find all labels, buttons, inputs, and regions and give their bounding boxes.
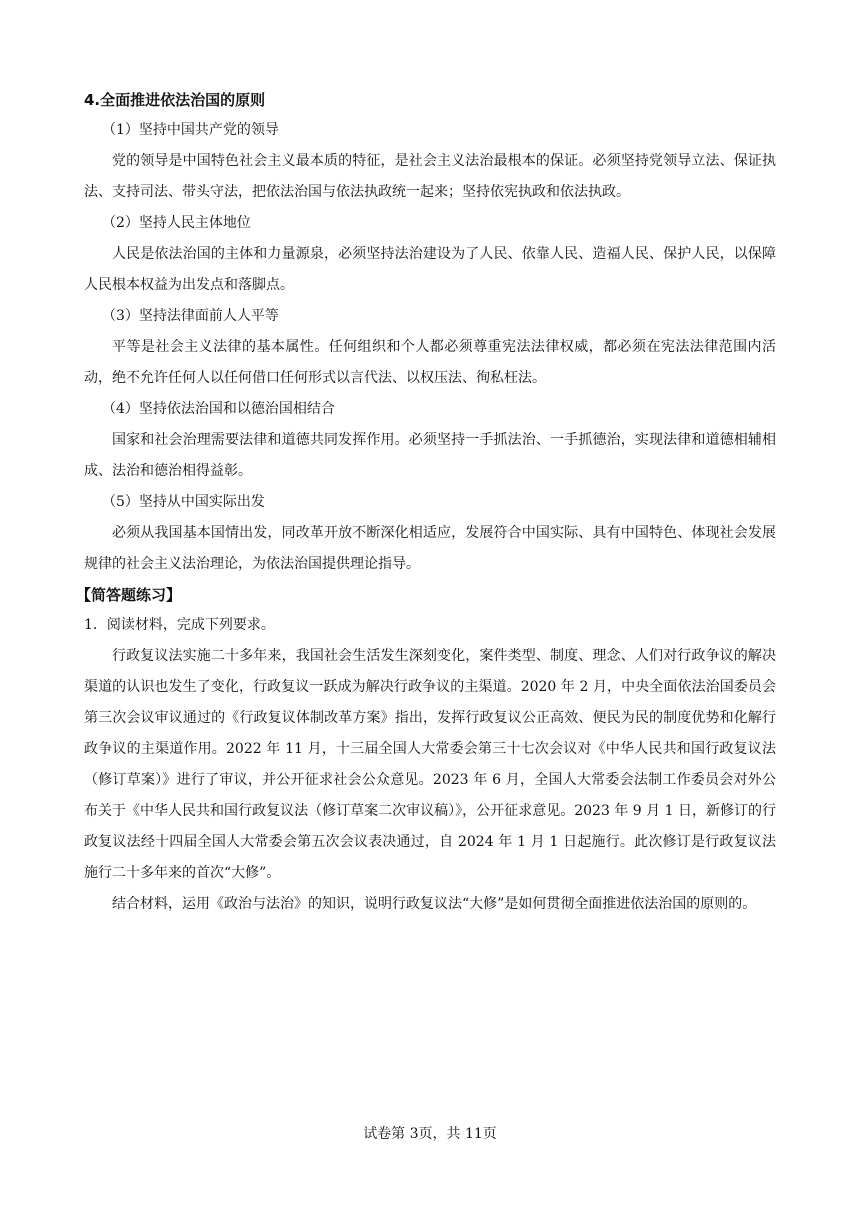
principle-1-text: 党的领导是中国特色社会主义最本质的特征，是社会主义法治最根本的保证。必须坚持党领导立法、保证执法、支持司法、带头守法，把依法治国与依法执政统一起来；坚持依宪执政和依法执政。 [84, 153, 776, 200]
question-intro: 1．阅读材料，完成下列要求。 [84, 617, 275, 633]
principle-3-text: 平等是社会主义法律的基本属性。任何组织和个人都必须尊重宪法法律权威，都必须在宪法法律范围内活动，绝不允许任何人以任何借口任何形式以言代法、以权压法、徇私枉法。 [84, 339, 776, 386]
section-title: 4.全面推进依法治国的原则 [84, 91, 266, 109]
question-task: 结合材料，运用《政治与法治》的知识，说明行政复议法“大修”是如何贯彻全面推进依法治国的原则的。 [112, 896, 757, 912]
principle-5-label: （5）坚持从中国实际出发 [102, 494, 265, 510]
principle-2-label: （2）坚持人民主体地位 [102, 215, 251, 231]
principle-5-text: 必须从我国基本国情出发，同改革开放不断深化相适应，发展符合中国实际、具有中国特色、体现社会发展规律的社会主义法治理论，为依法治国提供理论指导。 [84, 525, 776, 572]
page-content [76, 86, 776, 920]
page-footer: 试卷第 3页，共 11页 [363, 1126, 497, 1142]
principle-3-label: （3）坚持法律面前人人平等 [102, 308, 279, 324]
principle-2-text: 人民是依法治国的主体和力量源泉，必须坚持法治建设为了人民、依靠人民、造福人民、保护人民，以保障人民根本权益为出发点和落脚点。 [84, 246, 776, 293]
principle-4-text: 国家和社会治理需要法律和道德共同发挥作用。必须坚持一手抓法治、一手抓德治，实现法律和道德相辅相成、法治和德治相得益彰。 [84, 432, 776, 479]
principle-4-label: （4）坚持依法治国和以德治国相结合 [102, 401, 335, 417]
principle-1-label: （1）坚持中国共产党的领导 [102, 122, 279, 138]
exercise-heading: 【简答题练习】 [76, 586, 182, 604]
question-material: 行政复议法实施二十多年来，我国社会生活发生深刻变化，案件类型、制度、理念、人们对行政争议的解决渠道的认识也发生了变化，行政复议一跃成为解决行政争议的主渠道。2020 年 2 月，中央全面依法治国委员会第三次会议审议通过的《行政复议体制改革方案》指出，发挥行政复议公正高效、便民为民的制度优势和化解行政争议的主渠道作用。2022 年 11 月，十三届全国人大常委会第三十七次会议对《中华人民共和国行政复议法（修订草案）》进行了审议，并公开征求社会公众意见。2023 年 6 月，全国人大常委会法制工作委员会对外公布关于《中华人民共和国行政复议法（修订草案二次审议稿）》，公开征求意见。2023 年 9 月 1 日，新修订的行政复议法经十四届全国人大常委会第五次会议表决通过，自 2024 年 1 月 1 日起施行。此次修订是行政复议法施行二十多年来的首次“大修”。 [84, 648, 776, 881]
